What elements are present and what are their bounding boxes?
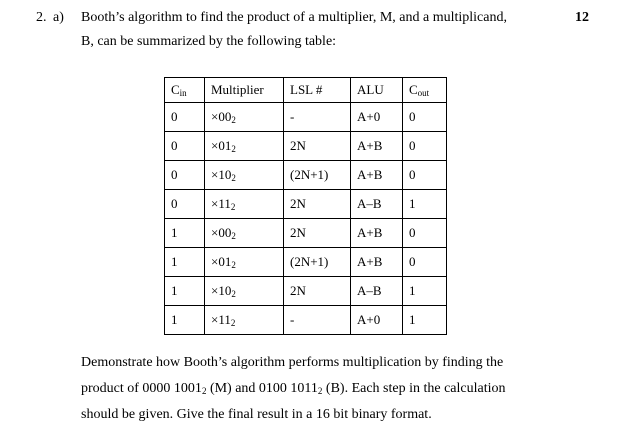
header-lsl: LSL # <box>284 78 351 103</box>
cell-cout: 1 <box>403 306 447 335</box>
cell-multiplier: $\times 01_2$ <box>205 132 284 161</box>
cell-lsl: (2N+1) <box>284 161 351 190</box>
cell-cout: 0 <box>403 103 447 132</box>
cell-alu: A+B <box>351 248 403 277</box>
intro-line-1: Booth’s algorithm to find the product of a multiplier, M, and a multiplicand, <box>81 10 507 25</box>
cell-multiplier: $\times 10_2$ <box>205 277 284 306</box>
table-header-row <box>165 78 447 103</box>
cell-lsl: (2N+1) <box>284 248 351 277</box>
cell-cin: 1 <box>165 248 205 277</box>
cell-cin: 1 <box>165 306 205 335</box>
cell-lsl: - <box>284 103 351 132</box>
cell-cin: 1 <box>165 219 205 248</box>
cell-cout: 0 <box>403 248 447 277</box>
cell-multiplier: $\times 00_2$ <box>205 103 284 132</box>
cell-alu: A+0 <box>351 103 403 132</box>
booth-table <box>164 77 447 335</box>
instruction-line-1: Demonstrate how Booth’s algorithm performs multiplication by finding the <box>81 355 504 370</box>
cell-multiplier: $\times 01_2$ <box>205 248 284 277</box>
table-row <box>165 103 447 132</box>
cell-alu: A+B <box>351 219 403 248</box>
cell-lsl: - <box>284 306 351 335</box>
table-row <box>165 277 447 306</box>
cell-alu: A–B <box>351 190 403 219</box>
cell-lsl: 2N <box>284 219 351 248</box>
table-row <box>165 306 447 335</box>
cell-alu: A+0 <box>351 306 403 335</box>
cell-multiplier: $\times 11_2$ <box>205 306 284 335</box>
cell-cout: 0 <box>403 132 447 161</box>
table-row <box>165 219 447 248</box>
cell-multiplier: $\times 00_2$ <box>205 219 284 248</box>
header-multiplier: Multiplier <box>205 78 284 103</box>
table-row <box>165 132 447 161</box>
cell-multiplier: $\times 10_2$ <box>205 161 284 190</box>
cell-cin: 0 <box>165 103 205 132</box>
cell-cout: 0 <box>403 161 447 190</box>
intro-line-2: B, can be summarized by the following table: <box>81 34 337 49</box>
cell-cout: 0 <box>403 219 447 248</box>
table-row <box>165 190 447 219</box>
cell-lsl: 2N <box>284 132 351 161</box>
table-row <box>165 161 447 190</box>
header-alu: ALU <box>351 78 403 103</box>
question-part: a) <box>53 10 64 25</box>
marks: 12 <box>575 10 589 25</box>
table-row <box>165 248 447 277</box>
cell-cout: 1 <box>403 277 447 306</box>
header-cout: $C_{out}$ <box>403 78 447 103</box>
instruction-line-2: product of 0000 $1001_2$ (M) and 0100 $1011_2$ (B). Each step in the calculation <box>81 381 506 396</box>
header-cin: $C_{in}$ <box>165 78 205 103</box>
cell-cin: 0 <box>165 161 205 190</box>
cell-lsl: 2N <box>284 190 351 219</box>
cell-cin: 0 <box>165 132 205 161</box>
question-number: 2. <box>36 10 47 25</box>
cell-cin: 1 <box>165 277 205 306</box>
cell-cout: 1 <box>403 190 447 219</box>
cell-alu: A+B <box>351 161 403 190</box>
instruction-line-3: should be given. Give the final result in a 16 bit binary format. <box>81 407 432 422</box>
cell-cin: 0 <box>165 190 205 219</box>
cell-alu: A+B <box>351 132 403 161</box>
cell-lsl: 2N <box>284 277 351 306</box>
cell-alu: A–B <box>351 277 403 306</box>
cell-multiplier: $\times 11_2$ <box>205 190 284 219</box>
